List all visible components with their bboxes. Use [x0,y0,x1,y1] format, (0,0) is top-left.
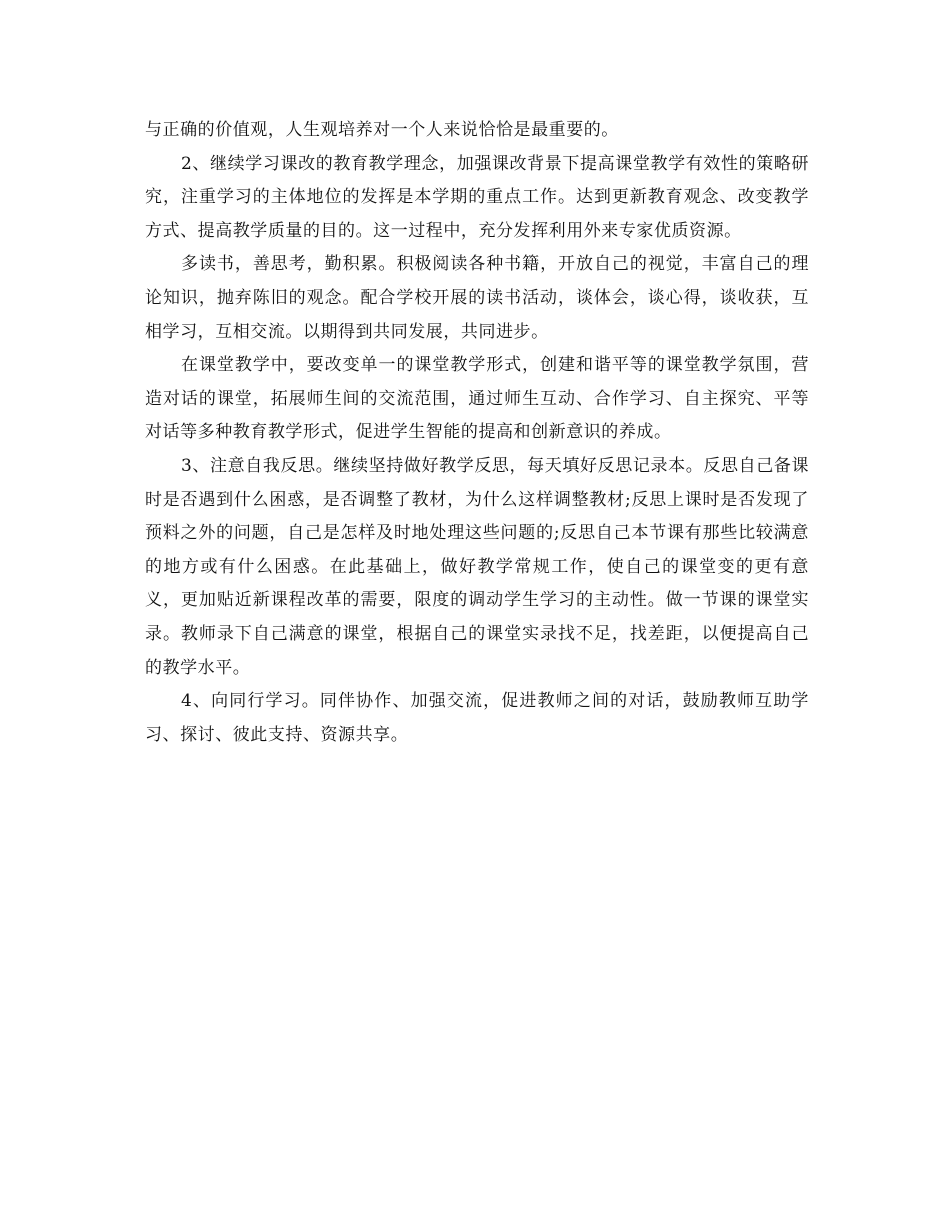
paragraph-item-4: 4、向同行学习。同伴协作、加强交流，促进教师之间的对话，鼓励教师互助学习、探讨、彼此支持、资源共享。 [145,691,809,745]
paragraph-item-2: 2、继续学习课改的教育教学理念，加强课改背景下提高课堂教学有效性的策略研究，注重学习的主体地位的发挥是本学期的重点工作。达到更新教育观念、改变教学方式、提高教学质量的目的。这一过程中，充分发挥利用外来专家优质资源。 [145,153,809,241]
paragraph-reading: 多读书，善思考，勤积累。积极阅读各种书籍，开放自己的视觉，丰富自己的理论知识，抛弃陈旧的观念。配合学校开展的读书活动，谈体会，谈心得，谈收获，互相学习，互相交流。以期得到共同发展，共同进步。 [145,254,809,342]
paragraph-continuation: 与正确的价值观，人生观培养对一个人来说恰恰是最重要的。 [145,120,619,140]
paragraph-classroom-teaching: 在课堂教学中，要改变单一的课堂教学形式，创建和谐平等的课堂教学氛围，营造对话的课堂，拓展师生间的交流范围，通过师生互动、合作学习、自主探究、平等对话等多种教育教学形式，促进学生智能的提高和创新意识的养成。 [145,355,809,443]
document-body [145,114,809,752]
paragraph-item-3: 3、注意自我反思。继续坚持做好教学反思，每天填好反思记录本。反思自己备课时是否遇到什么困惑，是否调整了教材，为什么这样调整教材;反思上课时是否发现了预料之外的问题，自己是怎样及时地处理这些问题的;反思自己本节课有那些比较满意的地方或有什么困惑。在此基础上，做好教学常规工作，使自己的课堂变的更有意义，更加贴近新课程改革的需要，限度的调动学生学习的主动性。做一节课的课堂实录。教师录下自己满意的课堂，根据自己的课堂实录找不足，找差距，以便提高自己的教学水平。 [145,455,809,678]
